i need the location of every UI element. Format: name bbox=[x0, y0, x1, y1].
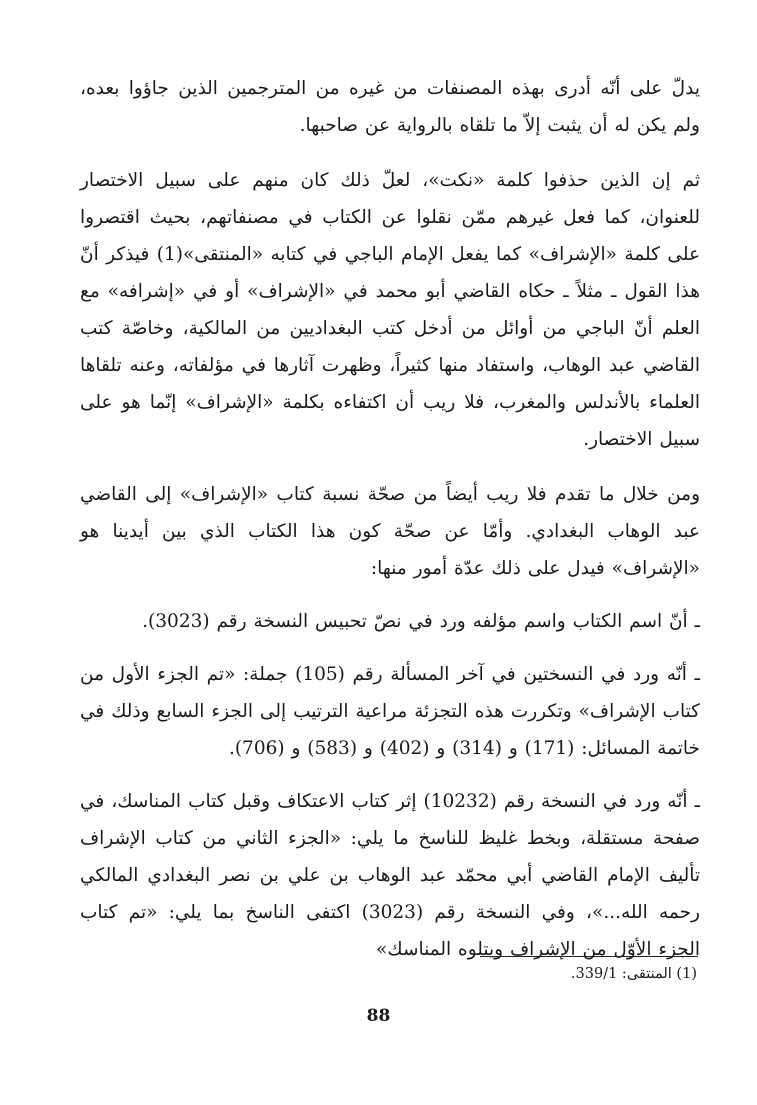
footnote-divider bbox=[480, 956, 698, 957]
page-body bbox=[80, 70, 700, 968]
list-item-2: ـ أنّه ورد في النسختين في آخر المسألة رقم (105) جملة: «تم الجزء الأول من كتاب الإشراف» وتكررت هذه التجزئة مراعية الترتيب إلى الجزء السابع وذلك في خاتمة المسائل: (171) و (314) و (402) و (583) و (706). bbox=[80, 664, 700, 759]
footnote-1: (1) المنتقى: 339/1. bbox=[570, 966, 697, 982]
list-item-3: ـ أنّه ورد في النسخة رقم (10232) إثر كتاب الاعتكاف وقبل كتاب المناسك، في صفحة مستقلة، وبخط غليظ للناسخ ما يلي: «الجزء الثاني من كتاب الإشراف تأليف الإمام القاضي أبي محمّد عبد الوهاب بن علي بن نصر البغدادي المالكي رحمه الله...»، وفي النسخة رقم (3023) اكتفى الناسخ بما يلي: «تم كتاب الجزء الأوّل من الإشراف ويتلوه المناسك» bbox=[80, 791, 700, 960]
paragraph-2: ثم إن الذين حذفوا كلمة «نكت»، لعلّ ذلك كان منهم على سبيل الاختصار للعنوان، كما فعل غيرهم ممّن نقلوا عن الكتاب في مصنفاتهم، بحيث اقتصروا على كلمة «الإشراف» كما يفعل الإمام الباجي في كتابه «المنتقى»(1) فيذكر أنّ هذا القول ـ مثلاً ـ حكاه القاضي أبو محمد في «الإشراف» أو في «إشرافه» مع العلم أنّ الباجي من أوائل من أدخل كتب البغداديين من المالكية، وخاصّة كتب القاضي عبد الوهاب، واستفاد منها كثيراً، وظهرت آثارها في مؤلفاته، وعنه تلقاها العلماء بالأندلس والمغرب، فلا ريب أن اكتفاءه بكلمة «الإشراف» إنّما هو على سبيل الاختصار. bbox=[80, 170, 700, 450]
page-number: 88 bbox=[366, 1006, 391, 1026]
paragraph-3: ومن خلال ما تقدم فلا ريب أيضاً من صحّة نسبة كتاب «الإشراف» إلى القاضي عبد الوهاب البغدادي. وأمّا عن صحّة كون هذا الكتاب الذي بين أيدينا هو «الإشراف» فيدل على ذلك عدّة أمور منها: bbox=[80, 484, 700, 579]
list-item-1: ـ أنّ اسم الكتاب واسم مؤلفه ورد في نصّ تحبيس النسخة رقم (3023). bbox=[142, 611, 700, 632]
paragraph-1: يدلّ على أنّه أدرى بهذه المصنفات من غيره من المترجمين الذين جاؤوا بعده، ولم يكن له أن يثبت إلاّ ما تلقاه بالرواية عن صاحبها. bbox=[80, 78, 700, 136]
